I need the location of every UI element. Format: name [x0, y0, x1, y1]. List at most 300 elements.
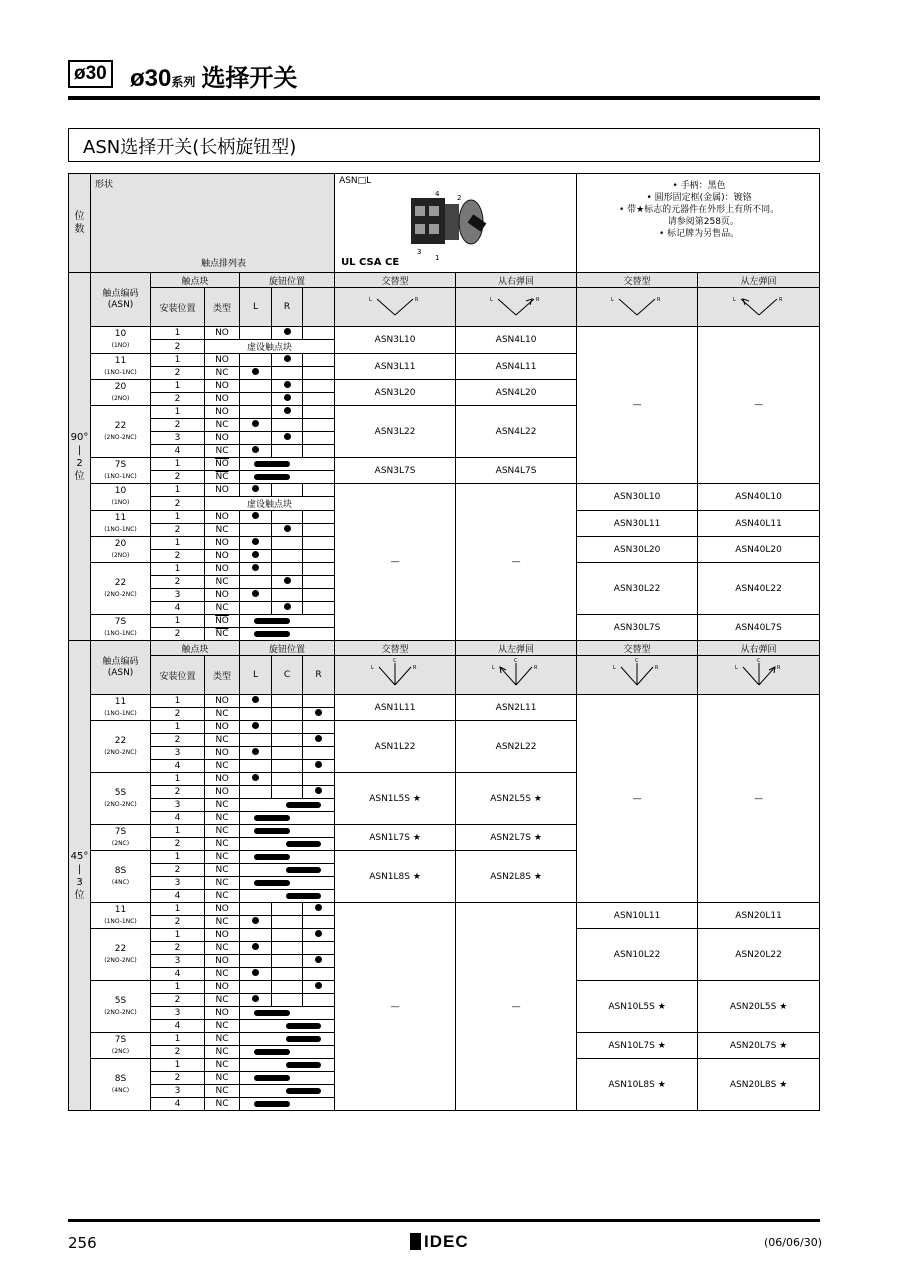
contact-code: 22 [114, 735, 127, 746]
contact-type: NC [205, 838, 240, 851]
contact-bar-icon [254, 854, 290, 860]
model-number: ASN10L7S ★ [577, 1033, 698, 1059]
install-position: 3 [151, 877, 205, 890]
note-line: • 手柄：黑色 [672, 181, 726, 191]
contact-type: NC [205, 1085, 240, 1098]
contact-dot-icon [315, 761, 322, 768]
svg-text:2: 2 [457, 194, 462, 202]
contact-code-header [91, 273, 151, 327]
note-line: • 带★标志的元器件在外形上有所不同。 [618, 205, 780, 215]
install-position: 4 [151, 1020, 205, 1033]
contact-code: 10 [114, 329, 127, 339]
position-cell [303, 602, 335, 615]
contact-dot-icon [252, 368, 259, 375]
svg-text:L: L [492, 664, 495, 671]
contact-type: NO [205, 393, 240, 406]
contact-bar-icon [286, 867, 322, 873]
position-cell [303, 708, 335, 721]
contact-code-sub: (1NO-1NC) [104, 917, 137, 925]
notes-cell [577, 174, 820, 273]
model-number: ASN2L5S ★ [456, 773, 577, 825]
rotation-header: 旋钮位置 [240, 273, 335, 288]
install-position: 3 [151, 799, 205, 812]
model-number: ASN40L11 [698, 511, 820, 537]
model-number: ASN40L10 [698, 484, 820, 511]
position-cell [240, 708, 272, 721]
contact-type: NC [205, 734, 240, 747]
model-number: ASN2L7S ★ [456, 825, 577, 851]
contact-bar-icon [286, 1036, 322, 1042]
contact-type: NC [205, 864, 240, 877]
contact-bar-icon [286, 841, 322, 847]
position-cell [303, 994, 335, 1007]
position-cell [272, 537, 303, 550]
contact-code-sub: (1NO-1NC) [104, 472, 137, 480]
position-cell [272, 327, 303, 340]
page-header [68, 56, 820, 100]
position-cell [240, 916, 272, 929]
product-photo-icon [405, 186, 515, 266]
position-cell [272, 602, 303, 615]
contact-type: NC [205, 994, 240, 1007]
model-number: ASN20L8S ★ [698, 1059, 820, 1111]
model-number: ASN30L20 [577, 537, 698, 563]
install-position: 1 [151, 354, 205, 367]
certification-marks-icon: UL CSA CE [341, 257, 400, 268]
position-cell [272, 484, 303, 497]
model-number: ASN20L7S ★ [698, 1033, 820, 1059]
contact-code-sub: (1NO-1NC) [104, 709, 137, 717]
contact-code-cell [91, 354, 151, 380]
model-number: ASN30L11 [577, 511, 698, 537]
contact-code-sub: (1NO-1NC) [104, 629, 137, 637]
install-position: 2 [151, 419, 205, 432]
position-cell [303, 524, 335, 537]
install-position: 2 [151, 497, 205, 511]
position-cell [272, 393, 303, 406]
contact-type: NO [205, 484, 240, 497]
contact-code-cell [91, 721, 151, 773]
position-label: 45° | 3 位 [69, 641, 91, 1111]
position-cell [303, 968, 335, 981]
install-position: 2 [151, 942, 205, 955]
contact-type: NC [205, 576, 240, 589]
contact-code: 5S [114, 995, 127, 1006]
svg-text:1: 1 [435, 254, 440, 262]
position-cell [272, 916, 303, 929]
contact-type: $\overline{NO}$ [205, 458, 240, 471]
contact-dot-icon [252, 551, 259, 558]
model-number: ASN1L22 [335, 721, 456, 773]
contact-type: NC [205, 877, 240, 890]
contact-type: NO [205, 981, 240, 994]
position-cell [240, 721, 272, 734]
position-cell [272, 354, 303, 367]
install-position: 1 [151, 458, 205, 471]
contact-type: NC [205, 851, 240, 864]
position-cell [240, 773, 272, 786]
page-number: 256 [68, 1234, 97, 1252]
title-main: ø30 [130, 65, 172, 92]
install-position: 2 [151, 734, 205, 747]
contact-type: NO [205, 406, 240, 419]
selector-diagram-cell [577, 656, 698, 695]
install-position: 1 [151, 511, 205, 524]
position-cell [272, 955, 303, 968]
type-header: 类型 [205, 288, 240, 327]
svg-text:R: R [776, 664, 781, 671]
contact-code-cell [91, 537, 151, 563]
install-position: 2 [151, 838, 205, 851]
position-cell [303, 484, 335, 497]
position-cell [240, 511, 272, 524]
contact-code: 22 [114, 420, 127, 431]
position-cell [240, 734, 272, 747]
contact-dot-icon [315, 735, 322, 742]
position-cell [272, 903, 303, 916]
position-cell [303, 734, 335, 747]
svg-text:R: R [657, 296, 661, 303]
svg-text:4: 4 [435, 190, 440, 198]
contact-bar-cell [240, 1059, 335, 1072]
note-line: • 圆形固定框(金属)：镀铬 [646, 193, 752, 203]
model-number: ASN40L7S [698, 615, 820, 641]
contact-code-sub: (2NO) [111, 394, 130, 402]
selector-diagram-icon [729, 657, 789, 691]
contact-code-sub: (4NC) [111, 1086, 130, 1094]
position-cell [303, 576, 335, 589]
contact-type: NO [205, 721, 240, 734]
contact-code-cell [91, 695, 151, 721]
contact-bar-cell [240, 838, 335, 851]
model-number: ASN10L22 [577, 929, 698, 981]
selector-diagram-cell [456, 656, 577, 695]
contact-bar-cell [240, 864, 335, 877]
contact-block-header: 触点块 [151, 273, 240, 288]
selector-diagram-cell [335, 656, 456, 695]
position-cell [272, 734, 303, 747]
install-position: 2 [151, 340, 205, 354]
install-position: 4 [151, 445, 205, 458]
not-available-dash: — [698, 695, 820, 903]
contact-code-label: 触点编码 [102, 288, 139, 299]
contact-bar-cell [240, 1007, 335, 1020]
install-position: 1 [151, 563, 205, 576]
contact-type: NC [205, 1033, 240, 1046]
contact-dot-icon [252, 917, 259, 924]
contact-dot-icon [284, 381, 291, 388]
contact-code-sub: (2NO-2NC) [104, 1008, 137, 1016]
svg-text:R: R [534, 664, 538, 671]
selector-diagram-icon [607, 657, 667, 691]
position-cell [240, 550, 272, 563]
contact-code: 5S [114, 787, 127, 798]
position-cell [272, 524, 303, 537]
contact-bar-icon [254, 828, 290, 834]
contact-code: 22 [114, 943, 127, 954]
contact-dot-icon [315, 930, 322, 937]
model-number: ASN20L5S ★ [698, 981, 820, 1033]
contact-type: NC [205, 890, 240, 903]
model-number: ASN4L10 [456, 327, 577, 354]
contact-type: NO [205, 354, 240, 367]
contact-type: NO [205, 786, 240, 799]
position-cell [272, 563, 303, 576]
contact-type: NO [205, 773, 240, 786]
contact-type: NO [205, 432, 240, 445]
contact-type: NC [205, 524, 240, 537]
install-position: 2 [151, 471, 205, 484]
contact-type: NC [205, 419, 240, 432]
position-cell [240, 445, 272, 458]
contact-code-cell [91, 511, 151, 537]
install-position: 1 [151, 695, 205, 708]
position-cell [303, 747, 335, 760]
contact-code-sub: (2NO) [111, 551, 130, 559]
model-number: ASN20L22 [698, 929, 820, 981]
contact-code-label: 触点编码 [102, 656, 139, 667]
contact-type: NC [205, 812, 240, 825]
contact-dot-icon [252, 590, 259, 597]
contact-dot-icon [284, 603, 291, 610]
contact-bar-icon [286, 1023, 322, 1029]
install-position: 1 [151, 327, 205, 340]
svg-text:L: L [734, 664, 738, 671]
position-cell [303, 916, 335, 929]
install-position: 3 [151, 1007, 205, 1020]
model-number: ASN3L10 [335, 327, 456, 354]
contact-type: NC [205, 1020, 240, 1033]
contact-code-header [91, 641, 151, 695]
contact-bar-cell [240, 799, 335, 812]
contact-bar-icon [254, 631, 290, 637]
contact-bar-icon [254, 1075, 290, 1081]
product-image-label: ASN□L [339, 176, 372, 186]
contact-code: 7S [114, 826, 127, 837]
svg-text:R: R [655, 664, 659, 671]
install-position: 4 [151, 812, 205, 825]
contact-type: NC [205, 1046, 240, 1059]
section-title-box [68, 128, 820, 162]
contact-type: $\overline{NC}$ [205, 628, 240, 641]
contact-type: NO [205, 563, 240, 576]
position-cell [240, 432, 272, 445]
svg-text:L: L [611, 296, 614, 303]
position-cell [240, 327, 272, 340]
position-cell [272, 942, 303, 955]
contact-code: 11 [114, 696, 127, 707]
contact-type: NO [205, 747, 240, 760]
asn-label: (ASN) [107, 667, 134, 678]
section-title: ASN选择开关(长柄旋钮型) [83, 137, 297, 158]
contact-bar-cell [240, 825, 335, 838]
position-cell [240, 406, 272, 419]
contact-type: NO [205, 903, 240, 916]
position-cell [240, 760, 272, 773]
contact-code-cell [91, 929, 151, 981]
position-cell [303, 589, 335, 602]
contact-code: 8S [114, 1073, 127, 1084]
contact-code: 22 [114, 577, 127, 588]
contact-dot-icon [252, 564, 259, 571]
install-position: 2 [151, 628, 205, 641]
position-cell [303, 380, 335, 393]
contact-code-cell [91, 981, 151, 1033]
contact-code-cell [91, 458, 151, 484]
install-position: 3 [151, 1085, 205, 1098]
contact-bar-icon [286, 802, 322, 808]
position-cell [303, 786, 335, 799]
model-number: ASN4L22 [456, 406, 577, 458]
model-number: ASN3L20 [335, 380, 456, 406]
contact-bar-cell [240, 1046, 335, 1059]
position-cell [240, 380, 272, 393]
position-cell [303, 354, 335, 367]
position-cell [303, 955, 335, 968]
contact-bar-icon [286, 1088, 322, 1094]
install-position: 2 [151, 708, 205, 721]
install-position: 3 [151, 747, 205, 760]
contact-type: NC [205, 1098, 240, 1111]
switch-type-header: 从左弹回 [456, 641, 577, 656]
contact-type: NO [205, 1007, 240, 1020]
title-cn: 选择开关 [201, 65, 298, 92]
contact-bar-icon [254, 1049, 290, 1055]
contact-bar-icon [254, 1101, 290, 1107]
contact-type: NO [205, 511, 240, 524]
position-cell [303, 721, 335, 734]
switch-type-header: 交替型 [577, 273, 698, 288]
model-number: ASN2L11 [456, 695, 577, 721]
svg-text:L: L [369, 296, 372, 303]
contact-dot-icon [252, 943, 259, 950]
install-position: 2 [151, 1072, 205, 1085]
not-available-dash: — [456, 484, 577, 641]
model-number: ASN1L11 [335, 695, 456, 721]
contact-dot-icon [252, 722, 259, 729]
svg-text:C: C [393, 657, 397, 664]
contact-bar-cell [240, 1033, 335, 1046]
pos-c-header: C [272, 656, 303, 695]
contact-bar-icon [286, 1062, 322, 1068]
model-number: ASN20L11 [698, 903, 820, 929]
contact-code: 8S [114, 865, 127, 876]
contact-dot-icon [252, 512, 259, 519]
install-position: 1 [151, 851, 205, 864]
switch-type-header: 交替型 [577, 641, 698, 656]
contact-type: NC [205, 708, 240, 721]
pos-empty-header [303, 288, 335, 327]
position-cell [240, 419, 272, 432]
contact-type: NO [205, 327, 240, 340]
install-position: 2 [151, 393, 205, 406]
position-cell [303, 511, 335, 524]
install-position: 1 [151, 721, 205, 734]
pos-r-header: R [272, 288, 303, 327]
contact-dot-icon [284, 407, 291, 414]
position-cell [303, 773, 335, 786]
svg-text:R: R [415, 296, 419, 303]
contact-bar-cell [240, 1098, 335, 1111]
position-cell [272, 721, 303, 734]
idec-logo [410, 1232, 469, 1252]
contact-type: NO [205, 929, 240, 942]
position-cell [303, 981, 335, 994]
svg-text:L: L [613, 664, 616, 671]
contact-code-sub: (2NC) [111, 1047, 130, 1055]
contact-dot-icon [315, 982, 322, 989]
install-position: 3 [151, 589, 205, 602]
position-cell [272, 981, 303, 994]
position-cell [272, 695, 303, 708]
install-position: 1 [151, 825, 205, 838]
page-title [130, 58, 297, 93]
position-cell [240, 942, 272, 955]
contact-type: NO [205, 589, 240, 602]
pos-r-header: R [303, 656, 335, 695]
contact-bar-cell [240, 877, 335, 890]
pos-l-header: L [240, 288, 272, 327]
contact-bar-icon [254, 461, 290, 467]
position-cell [240, 994, 272, 1007]
selector-diagram-icon [486, 291, 546, 321]
contact-code-sub: (2NO-2NC) [104, 433, 137, 441]
contact-dot-icon [284, 355, 291, 362]
contact-code-cell [91, 327, 151, 354]
not-available-dash: — [456, 903, 577, 1111]
install-position: 2 [151, 994, 205, 1007]
contact-code-sub: (4NC) [111, 878, 130, 886]
install-position: 4 [151, 602, 205, 615]
contact-dot-icon [284, 525, 291, 532]
selector-diagram-cell [698, 656, 820, 695]
contact-code: 7S [114, 459, 127, 470]
switch-type-header: 从右弹回 [456, 273, 577, 288]
install-position: 1 [151, 1033, 205, 1046]
contact-dot-icon [252, 696, 259, 703]
selector-diagram-icon [729, 291, 789, 321]
logo-mark-icon [410, 1233, 421, 1250]
selector-diagram-icon [486, 657, 546, 691]
contact-dot-icon [284, 577, 291, 584]
position-cell [272, 550, 303, 563]
position-cell [272, 760, 303, 773]
install-position: 4 [151, 1098, 205, 1111]
not-available-dash: — [577, 695, 698, 903]
contact-bar-cell [240, 458, 335, 471]
model-number: ASN1L5S ★ [335, 773, 456, 825]
contact-code-sub: (1NO) [111, 499, 130, 506]
digit-label: 位 数 [69, 174, 91, 273]
arrangement-label: 触点排列表 [201, 259, 247, 269]
selector-diagram-icon [365, 291, 425, 321]
contact-bar-icon [254, 618, 290, 624]
install-position: 2 [151, 550, 205, 563]
position-cell [272, 511, 303, 524]
install-position: 1 [151, 484, 205, 497]
contact-bar-icon [254, 1010, 290, 1016]
contact-bar-cell [240, 1085, 335, 1098]
install-position: 1 [151, 380, 205, 393]
position-cell [240, 695, 272, 708]
switch-type-header: 交替型 [335, 273, 456, 288]
model-number: ASN10L5S ★ [577, 981, 698, 1033]
contact-code-sub: (1NO-1NC) [104, 368, 137, 376]
position-cell [240, 576, 272, 589]
switch-type-header: 交替型 [335, 641, 456, 656]
contact-code-sub: (2NO-2NC) [104, 956, 137, 964]
contact-dot-icon [252, 995, 259, 1002]
